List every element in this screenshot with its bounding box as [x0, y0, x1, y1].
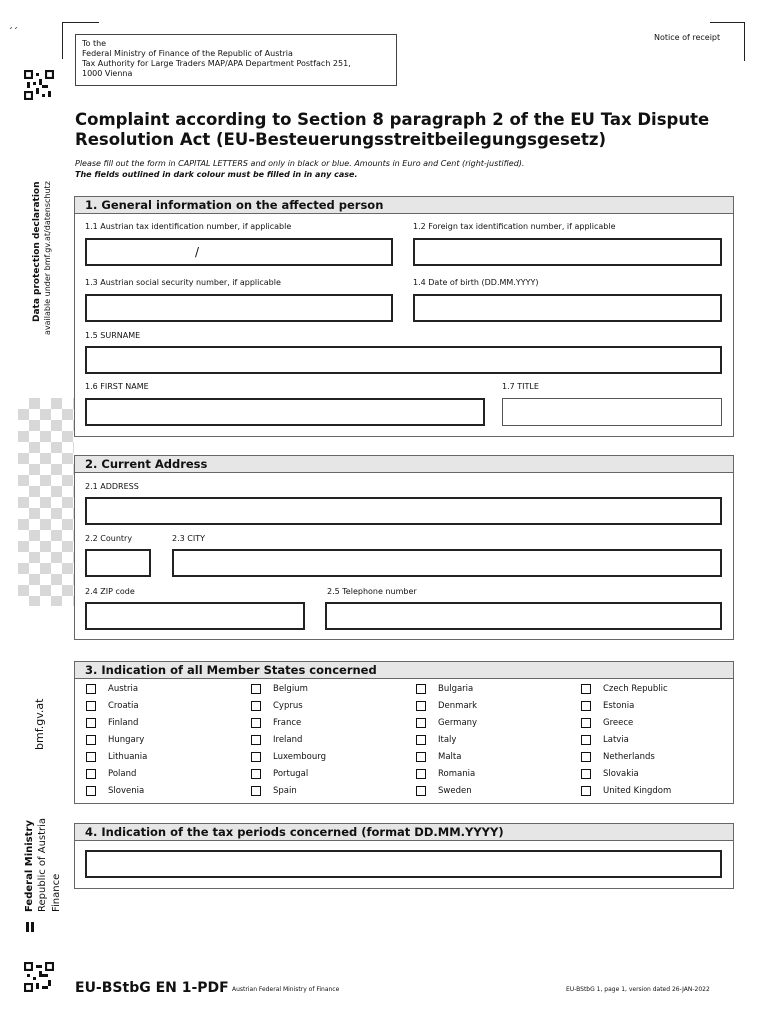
- checkbox-cyprus[interactable]: [251, 701, 303, 711]
- checkbox-label: Spain: [273, 786, 297, 796]
- checkbox-label: Greece: [603, 718, 634, 728]
- qr-code-icon: [24, 70, 54, 100]
- checkbox-austria[interactable]: [86, 684, 138, 694]
- checkbox-estonia[interactable]: [581, 701, 634, 711]
- section-title: 3. Indication of all Member States concerned: [75, 662, 733, 679]
- checkbox-box[interactable]: [251, 735, 261, 745]
- recipient-address: [75, 34, 397, 86]
- checkbox-slovakia[interactable]: [581, 769, 639, 779]
- date-of-birth-field[interactable]: [413, 294, 722, 322]
- checkbox-label: Czech Republic: [603, 684, 668, 694]
- section-title: 1. General information on the affected person: [75, 197, 733, 214]
- telephone-field[interactable]: [325, 602, 722, 630]
- checkbox-label: Belgium: [273, 684, 308, 694]
- checkbox-label: Germany: [438, 718, 478, 728]
- checkbox-label: Hungary: [108, 735, 145, 745]
- checkbox-box[interactable]: [416, 701, 426, 711]
- checkbox-label: Lithuania: [108, 752, 148, 762]
- checkbox-italy[interactable]: [416, 735, 456, 745]
- notice-of-receipt: Notice of receipt: [654, 33, 721, 42]
- checkbox-label: United Kingdom: [603, 786, 672, 796]
- checkbox-box[interactable]: [86, 786, 96, 796]
- checkbox-poland[interactable]: [86, 769, 136, 779]
- checkbox-label: Netherlands: [603, 752, 655, 762]
- label-city: 2.3 CITY: [172, 534, 205, 543]
- checkbox-malta[interactable]: [416, 752, 461, 762]
- checkbox-label: Poland: [108, 769, 137, 779]
- checkbox-portugal[interactable]: [251, 769, 308, 779]
- checkbox-label: Denmark: [438, 701, 478, 711]
- checkbox-label: Luxembourg: [273, 752, 326, 762]
- checkbox-ireland[interactable]: [251, 735, 302, 745]
- checkbox-box[interactable]: [581, 684, 591, 694]
- checkbox-box[interactable]: [581, 769, 591, 779]
- address-field[interactable]: [85, 497, 722, 525]
- tax-periods-field[interactable]: [85, 850, 722, 878]
- corner-marks: ´´: [8, 27, 18, 38]
- checkbox-box[interactable]: [251, 701, 261, 711]
- section-member-states: [74, 661, 734, 804]
- austrian-tax-id-field[interactable]: [85, 238, 393, 266]
- checkbox-romania[interactable]: [416, 769, 475, 779]
- form-title: [75, 110, 735, 150]
- checkbox-luxembourg[interactable]: [251, 752, 326, 762]
- checkbox-box[interactable]: [86, 718, 96, 728]
- checkbox-box[interactable]: [86, 684, 96, 694]
- checkbox-box[interactable]: [416, 752, 426, 762]
- data-protection-link[interactable]: available under bmf.gv.at/datenschutz: [43, 181, 52, 335]
- checkbox-box[interactable]: [86, 769, 96, 779]
- checkbox-box[interactable]: [416, 769, 426, 779]
- checkbox-label: Estonia: [603, 701, 635, 711]
- address-line: Tax Authority for Large Traders MAP/APA Department Postfach 251,: [82, 59, 351, 68]
- label-austrian-tax-id: 1.1 Austrian tax identification number, if applicable: [85, 222, 292, 231]
- checker-pattern: [18, 398, 74, 606]
- checkbox-denmark[interactable]: [416, 701, 477, 711]
- checkbox-box[interactable]: [86, 735, 96, 745]
- checkbox-greece[interactable]: [581, 718, 633, 728]
- form-code: EU-BStbG EN 1-PDF: [75, 980, 229, 996]
- ministry-line1: Federal Ministry: [24, 820, 35, 912]
- checkbox-box[interactable]: [581, 701, 591, 711]
- checkbox-box[interactable]: [416, 718, 426, 728]
- footer-ministry: Austrian Federal Ministry of Finance: [232, 986, 340, 993]
- surname-field[interactable]: [85, 346, 722, 374]
- city-field[interactable]: [172, 549, 722, 577]
- address-line: Federal Ministry of Finance of the Republic of Austria: [82, 49, 293, 58]
- label-surname: 1.5 SURNAME: [85, 331, 141, 340]
- label-first-name: 1.6 FIRST NAME: [85, 382, 149, 391]
- checkbox-czech-republic[interactable]: [581, 684, 668, 694]
- checkbox-netherlands[interactable]: [581, 752, 655, 762]
- instructions-line1: Please fill out the form in CAPITAL LETTERS and only in black or blue. Amounts in Euro and Cent (right-justified).: [75, 159, 525, 168]
- checkbox-box[interactable]: [86, 752, 96, 762]
- checkbox-box[interactable]: [251, 752, 261, 762]
- title-line2: Resolution Act (EU-Besteuerungsstreitbeilegungsgesetz): [75, 130, 606, 149]
- logo-bar-icon: [31, 922, 34, 932]
- qr-code-icon: [24, 962, 54, 992]
- label-date-of-birth: 1.4 Date of birth (DD.MM.YYYY): [413, 278, 539, 287]
- label-country: 2.2 Country: [85, 534, 133, 543]
- country-field[interactable]: [85, 549, 151, 577]
- checkbox-label: Portugal: [273, 769, 309, 779]
- address-line: To the: [82, 39, 107, 48]
- checkbox-label: Malta: [438, 752, 462, 762]
- checkbox-spain[interactable]: [251, 786, 297, 796]
- title-field[interactable]: [502, 398, 722, 426]
- label-telephone: 2.5 Telephone number: [327, 587, 417, 596]
- checkbox-box[interactable]: [581, 752, 591, 762]
- footer-version: EU-BStbG 1, page 1, version dated 26-JAN-2022: [566, 986, 710, 993]
- checkbox-slovenia[interactable]: [86, 786, 144, 796]
- checkbox-label: Ireland: [273, 735, 303, 745]
- checkbox-box[interactable]: [416, 786, 426, 796]
- checkbox-label: Slovakia: [603, 769, 639, 779]
- checkbox-label: Latvia: [603, 735, 629, 745]
- checkbox-label: Romania: [438, 769, 476, 779]
- checkbox-box[interactable]: [416, 735, 426, 745]
- checkbox-label: Austria: [108, 684, 139, 694]
- zip-field[interactable]: [85, 602, 305, 630]
- ministry-line2: Republic of Austria: [37, 817, 48, 912]
- checkbox-box[interactable]: [251, 769, 261, 779]
- checkbox-box[interactable]: [581, 718, 591, 728]
- checkbox-label: Slovenia: [108, 786, 145, 796]
- address-line: 1000 Vienna: [82, 69, 133, 78]
- ministry-line3: Finance: [51, 873, 62, 912]
- first-name-field[interactable]: [85, 398, 485, 426]
- checkbox-label: Finland: [108, 718, 139, 728]
- checkbox-label: Italy: [438, 735, 457, 745]
- data-protection-label: Data protection declaration: [32, 181, 42, 322]
- label-title: 1.7 TITLE: [502, 382, 539, 391]
- checkbox-united-kingdom[interactable]: [581, 786, 671, 796]
- checkbox-label: Croatia: [108, 701, 139, 711]
- checkbox-germany[interactable]: [416, 718, 477, 728]
- tax-id-separator: /: [195, 245, 200, 259]
- checkbox-box[interactable]: [86, 701, 96, 711]
- instructions-line2: The fields outlined in dark colour must be filled in in any case.: [75, 170, 358, 179]
- checkbox-croatia[interactable]: [86, 701, 139, 711]
- checkbox-lithuania[interactable]: [86, 752, 147, 762]
- social-security-field[interactable]: [85, 294, 393, 322]
- checkbox-sweden[interactable]: [416, 786, 472, 796]
- foreign-tax-id-field[interactable]: [413, 238, 722, 266]
- section-title: 4. Indication of the tax periods concerned (format DD.MM.YYYY): [75, 824, 733, 841]
- website-label: bmf.gv.at: [33, 698, 46, 750]
- checkbox-belgium[interactable]: [251, 684, 308, 694]
- section-title: 2. Current Address: [75, 456, 733, 473]
- checkbox-hungary[interactable]: [86, 735, 144, 745]
- label-zip: 2.4 ZIP code: [85, 587, 135, 596]
- checkbox-latvia[interactable]: [581, 735, 629, 745]
- checkbox-france[interactable]: [251, 718, 301, 728]
- logo-bar-icon: [26, 922, 29, 932]
- title-line1: Complaint according to Section 8 paragraph 2 of the EU Tax Dispute: [75, 110, 710, 129]
- checkbox-label: Bulgaria: [438, 684, 474, 694]
- label-social-security: 1.3 Austrian social security number, if applicable: [85, 278, 281, 287]
- checkbox-box[interactable]: [416, 684, 426, 694]
- checkbox-finland[interactable]: [86, 718, 138, 728]
- checkbox-box[interactable]: [581, 786, 591, 796]
- checkbox-label: Cyprus: [273, 701, 303, 711]
- checkbox-label: Sweden: [438, 786, 472, 796]
- checkbox-box[interactable]: [251, 786, 261, 796]
- label-address: 2.1 ADDRESS: [85, 482, 139, 491]
- checkbox-label: France: [273, 718, 302, 728]
- checkbox-box[interactable]: [251, 718, 261, 728]
- checkbox-box[interactable]: [251, 684, 261, 694]
- checkbox-box[interactable]: [581, 735, 591, 745]
- checkbox-bulgaria[interactable]: [416, 684, 473, 694]
- label-foreign-tax-id: 1.2 Foreign tax identification number, if applicable: [413, 222, 616, 231]
